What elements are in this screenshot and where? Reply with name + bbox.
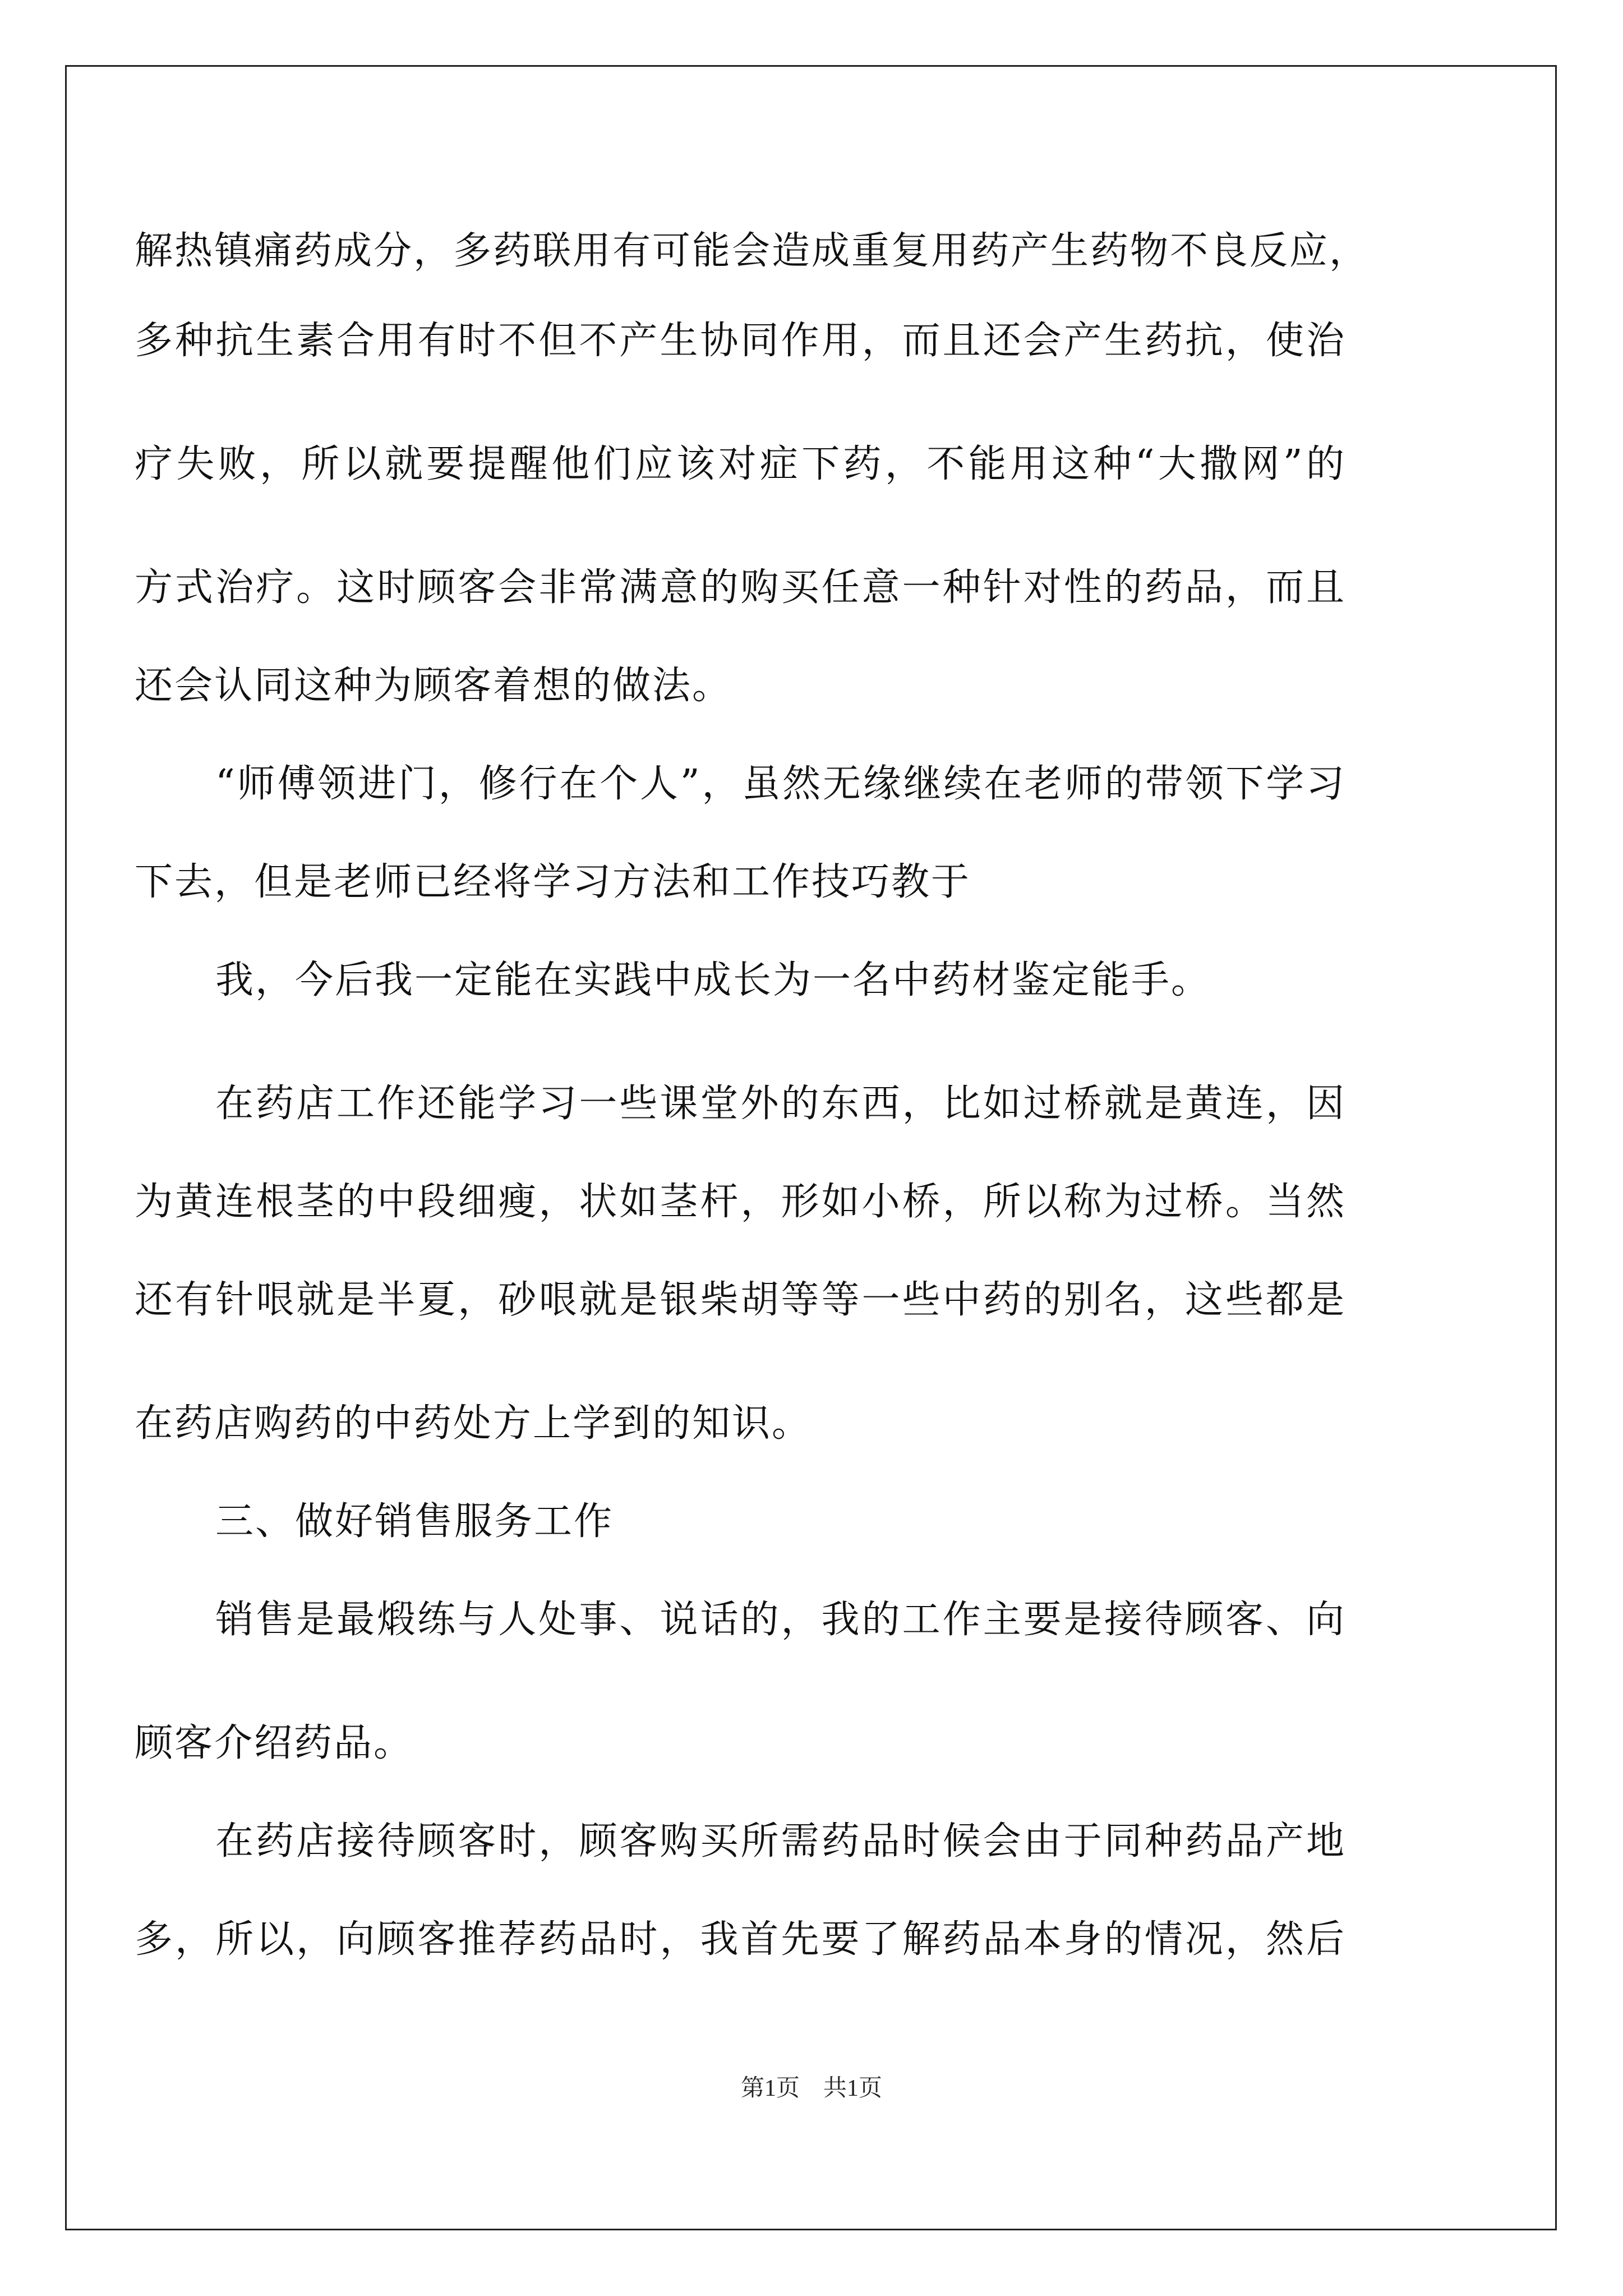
text-line: 多，所以，向顾客推荐药品时，我首先要了解药品本身的情况，然后 (135, 1917, 1346, 1962)
text-line: 我，今后我一定能在实践中成长为一名中药材鉴定能手。 (215, 958, 1211, 1002)
text-line: 销售是最煅练与人处事、说话的，我的工作主要是接待顾客、向 (215, 1598, 1346, 1642)
text-line: 还会认同这种为顾客着想的做法。 (135, 664, 732, 708)
text-line: 疗失败，所以就要提醒他们应该对症下药，不能用这种“大撒网”的 (135, 442, 1346, 486)
text-line: 在药店购药的中药处方上学到的知识。 (135, 1401, 812, 1446)
text-line: 在药店工作还能学习一些课堂外的东西，比如过桥就是黄连，因 (215, 1082, 1346, 1126)
text-line: 多种抗生素合用有时不但不产生协同作用，而且还会产生药抗，使治 (135, 319, 1346, 363)
page-number-footer: 第1页 共1页 (740, 2076, 882, 2101)
text-line: 在药店接待顾客时，顾客购买所需药品时候会由于同种药品产地 (215, 1819, 1346, 1864)
section-heading: 三、做好销售服务工作 (215, 1499, 614, 1544)
text-line: 还有针哏就是半夏，砂哏就是银柴胡等等一些中药的别名，这些都是 (135, 1278, 1346, 1322)
text-line: 下去，但是老师已经将学习方法和工作技巧教于 (135, 860, 971, 904)
page-border (65, 65, 1557, 2230)
text-line: 为黄连根茎的中段细瘦，状如茎杆，形如小桥，所以称为过桥。当然 (135, 1180, 1346, 1224)
text-line: 解热镇痛药成分，多药联用有可能会造成重复用药产生药物不良反应， (135, 229, 1370, 273)
text-line: 顾客介绍药品。 (135, 1721, 414, 1765)
text-line: 方式治疗。这时顾客会非常满意的购买任意一种针对性的药品，而且 (135, 565, 1346, 610)
text-line: “师傅领进门，修行在个人”，虽然无缘继续在老师的带领下学习 (215, 762, 1346, 806)
